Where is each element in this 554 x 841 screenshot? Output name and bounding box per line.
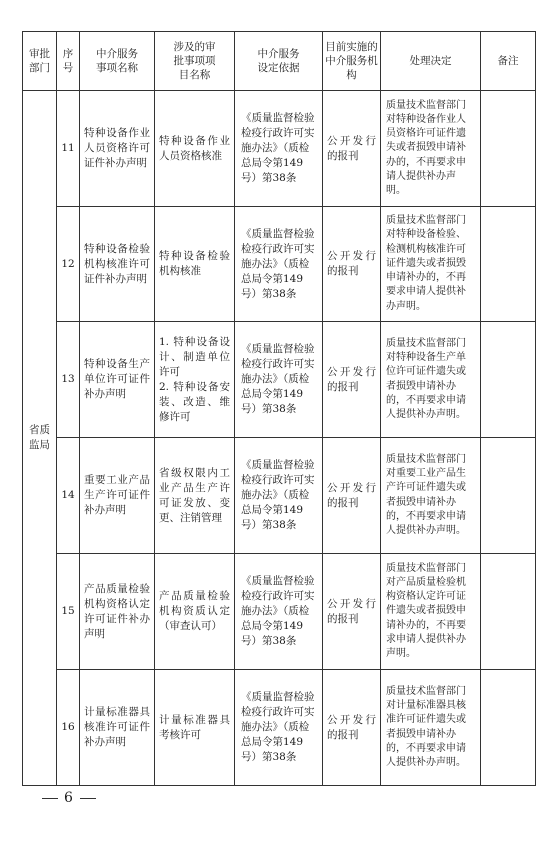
decision-cell [381, 322, 481, 438]
decision-text: 质量技术监督部门对特种设备作业人员资格许可证件遗失或者损毁申请补办的，不再要求申请人提供补办声明。 [386, 99, 466, 196]
approval-item-cell [155, 554, 235, 670]
service-name-cell [80, 91, 155, 207]
basis-cell [235, 322, 323, 438]
service-name-cell [80, 554, 155, 670]
decision-cell [381, 670, 481, 786]
service-name: 计量标准器具核准许可证件补办声明 [84, 706, 150, 748]
decision-cell [381, 91, 481, 207]
seq-cell: 14 [57, 438, 80, 554]
basis-cell [235, 207, 323, 322]
header-agency: 目前实施的中介服务机构 [323, 32, 381, 91]
basis-cell [235, 91, 323, 207]
agency-cell [323, 438, 381, 554]
approval-item-cell [155, 322, 235, 438]
footer-dash-right [80, 798, 96, 799]
agency-cell [323, 554, 381, 670]
department-label: 省质监局 [29, 424, 50, 451]
table-row [23, 91, 536, 207]
page-number: 6 [64, 790, 74, 806]
header-seq: 序号 [57, 32, 80, 91]
table-row [23, 554, 536, 670]
approval-item: 计量标准器具考核许可 [159, 713, 230, 741]
service-name-cell [80, 207, 155, 322]
service-name: 产品质量检验机构资格认定许可证件补办声明 [84, 582, 150, 640]
service-name: 特种设备生产单位许可证件补办声明 [84, 358, 150, 400]
header-approval-item: 涉及的审批事项项目名称 [155, 32, 235, 91]
approval-item: 省级权限内工业产品生产许可证发放、变更、注销管理 [159, 466, 230, 524]
basis-cell [235, 554, 323, 670]
page-footer [36, 790, 102, 806]
seq-cell: 15 [57, 554, 80, 670]
note-cell [481, 554, 536, 670]
header-row [23, 32, 536, 91]
seq-cell: 13 [57, 322, 80, 438]
decision-cell [381, 207, 481, 322]
agency-cell [323, 322, 381, 438]
table-row [23, 322, 536, 438]
header-service-name: 中介服务事项名称 [80, 32, 155, 91]
seq-cell: 16 [57, 670, 80, 786]
service-name-cell [80, 322, 155, 438]
service-name: 特种设备检验机构核准许可证件补办声明 [84, 242, 150, 285]
approval-item-cell [155, 207, 235, 322]
seq-cell: 11 [57, 91, 80, 207]
note-cell [481, 322, 536, 438]
agency-text: 公开发行的报刊 [327, 134, 376, 162]
basis-text: 《质量监督检验检疫行政许可实施办法》（质检总局令第149号）第38条 [241, 343, 315, 415]
header-basis: 中介服务设定依据 [235, 32, 323, 91]
agency-text: 公开发行的报刊 [327, 250, 376, 277]
approval-item-cell [155, 438, 235, 554]
basis-text: 《质量监督检验检疫行政许可实施办法》（质检总局令第149号）第38条 [241, 459, 315, 531]
note-cell [481, 670, 536, 786]
service-name: 重要工业产品生产许可证件补办声明 [84, 474, 150, 516]
basis-text: 《质量监督检验检疫行政许可实施办法》（质检总局令第149号）第38条 [241, 112, 315, 184]
header-decision: 处理决定 [381, 32, 481, 91]
decision-text: 质量技术监督部门对特种设备检验、检测机构核准许可证件遗失或者损毁申请补办的，不再要求申请人提供补办声明。 [386, 215, 466, 312]
agency-text: 公开发行的报刊 [327, 365, 376, 393]
decision-text: 质量技术监督部门对重要工业产品生产许可证件遗失或者损毁申请补办的，不再要求申请人提供补办声明。 [386, 453, 466, 536]
agency-text: 公开发行的报刊 [327, 481, 376, 509]
agency-cell [323, 207, 381, 322]
agency-text: 公开发行的报刊 [327, 597, 376, 625]
basis-text: 《质量监督检验检疫行政许可实施办法》（质检总局令第149号）第38条 [241, 227, 315, 300]
seq-cell: 12 [57, 207, 80, 322]
basis-cell [235, 438, 323, 554]
decision-text: 质量技术监督部门对产品质量检验机构资格认定许可证件遗失或者损毁申请补办的，不再要求申请人提供补办声明。 [386, 562, 466, 659]
header-department: 审批部门 [23, 32, 57, 91]
decision-cell [381, 438, 481, 554]
approval-item: 特种设备作业人员资格核准 [159, 134, 230, 162]
approval-item: 产品质量检验机构资质认定（审查认可） [159, 590, 230, 632]
agency-cell [323, 670, 381, 786]
service-name-cell [80, 670, 155, 786]
note-cell [481, 91, 536, 207]
approval-item: 特种设备检验机构核准 [159, 250, 230, 277]
approval-item-cell [155, 670, 235, 786]
note-cell [481, 438, 536, 554]
table-row [23, 670, 536, 786]
service-name-cell [80, 438, 155, 554]
table-row [23, 207, 536, 322]
decision-cell [381, 554, 481, 670]
agency-cell [323, 91, 381, 207]
basis-cell [235, 670, 323, 786]
table-row [23, 438, 536, 554]
header-note: 备注 [481, 32, 536, 91]
basis-text: 《质量监督检验检疫行政许可实施办法》（质检总局令第149号）第38条 [241, 575, 315, 647]
basis-text: 《质量监督检验检疫行政许可实施办法》（质检总局令第149号）第38条 [241, 691, 315, 763]
decision-text: 质量技术监督部门对计量标准器具核准许可证件遗失或者损毁申请补办的，不再要求申请人提供补办声明。 [386, 685, 466, 768]
intermediary-services-table [22, 31, 536, 786]
service-name: 特种设备作业人员资格许可证件补办声明 [84, 127, 150, 169]
department-cell [23, 91, 57, 786]
approval-item: 1. 特种设备设计、制造单位许可 2. 特种设备安装、改造、维修许可 [159, 335, 230, 423]
agency-text: 公开发行的报刊 [327, 713, 376, 741]
approval-item-cell [155, 91, 235, 207]
decision-text: 质量技术监督部门对特种设备生产单位许可证件遗失或者损毁申请补办的，不再要求申请人提供补办声明。 [386, 337, 466, 420]
footer-dash-left [42, 798, 58, 799]
note-cell [481, 207, 536, 322]
